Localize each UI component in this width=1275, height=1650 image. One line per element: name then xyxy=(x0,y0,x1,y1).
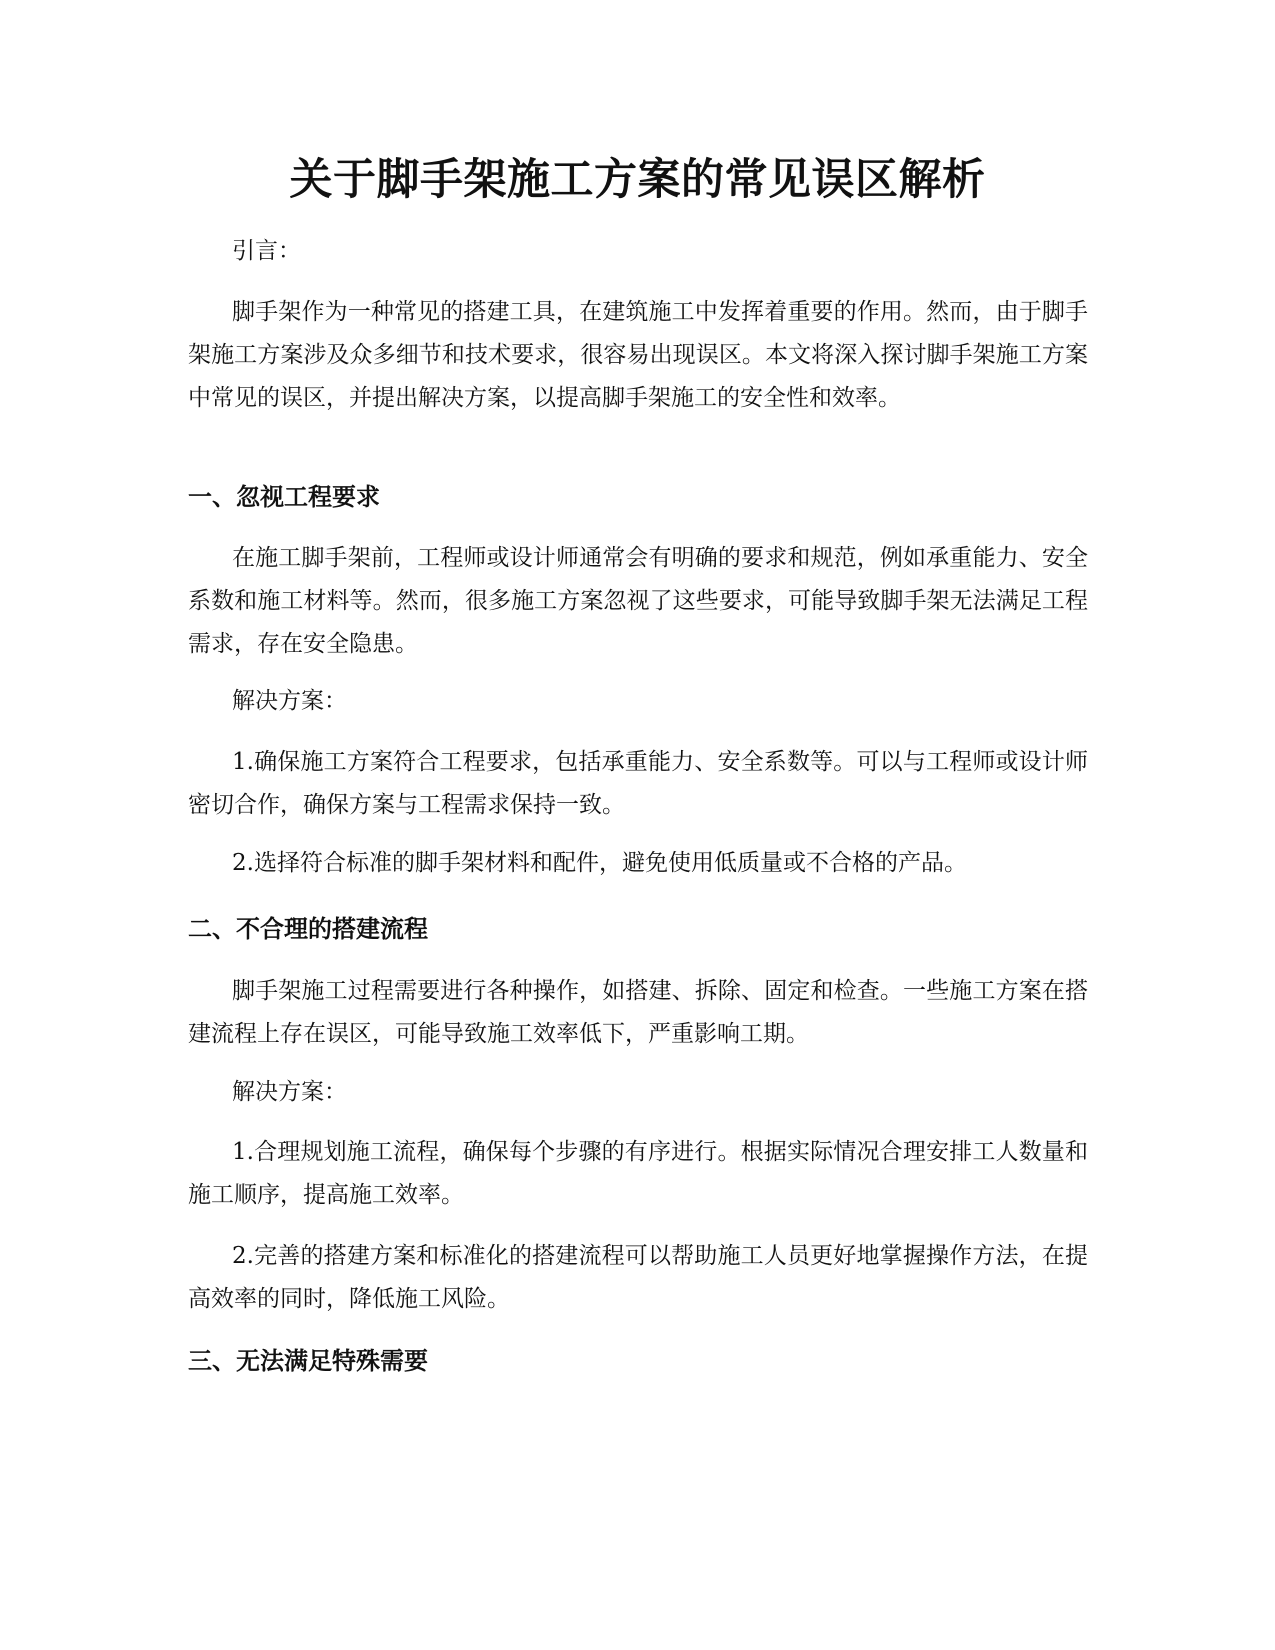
section-2-heading: 二、不合理的搭建流程 xyxy=(188,915,428,943)
section-2-paragraph: 脚手架施工过程需要进行各种操作，如搭建、拆除、固定和检查。一些施工方案在搭建流程上存在误区，可能导致施工效率低下，严重影响工期。 xyxy=(188,978,1088,1047)
section-1-solution-1: 1.确保施工方案符合工程要求，包括承重能力、安全系数等。可以与工程师或设计师密切合作，确保方案与工程需求保持一致。 xyxy=(188,749,1088,818)
section-2-solution-1: 1.合理规划施工流程，确保每个步骤的有序进行。根据实际情况合理安排工人数量和施工顺序，提高施工效率。 xyxy=(188,1139,1088,1208)
intro-paragraph: 脚手架作为一种常见的搭建工具，在建筑施工中发挥着重要的作用。然而，由于脚手架施工方案涉及众多细节和技术要求，很容易出现误区。本文将深入探讨脚手架施工方案中常见的误区，并提出解决方案，以提高脚手架施工的安全性和效率。 xyxy=(188,299,1088,411)
document-title: 关于脚手架施工方案的常见误区解析 xyxy=(289,155,986,205)
section-3-heading: 三、无法满足特殊需要 xyxy=(188,1347,428,1375)
section-2-solution-2: 2.完善的搭建方案和标准化的搭建流程可以帮助施工人员更好地掌握操作方法，在提高效率的同时，降低施工风险。 xyxy=(188,1243,1088,1312)
section-1-solution-2: 2.选择符合标准的脚手架材料和配件，避免使用低质量或不合格的产品。 xyxy=(232,850,967,876)
intro-label: 引言： xyxy=(232,238,301,264)
section-1-paragraph: 在施工脚手架前，工程师或设计师通常会有明确的要求和规范，例如承重能力、安全系数和施工材料等。然而，很多施工方案忽视了这些要求，可能导致脚手架无法满足工程需求，存在安全隐患。 xyxy=(188,545,1088,657)
section-2-solution-label: 解决方案： xyxy=(232,1079,347,1105)
section-1-heading: 一、忽视工程要求 xyxy=(188,483,380,511)
section-1-solution-label: 解决方案： xyxy=(232,688,347,714)
